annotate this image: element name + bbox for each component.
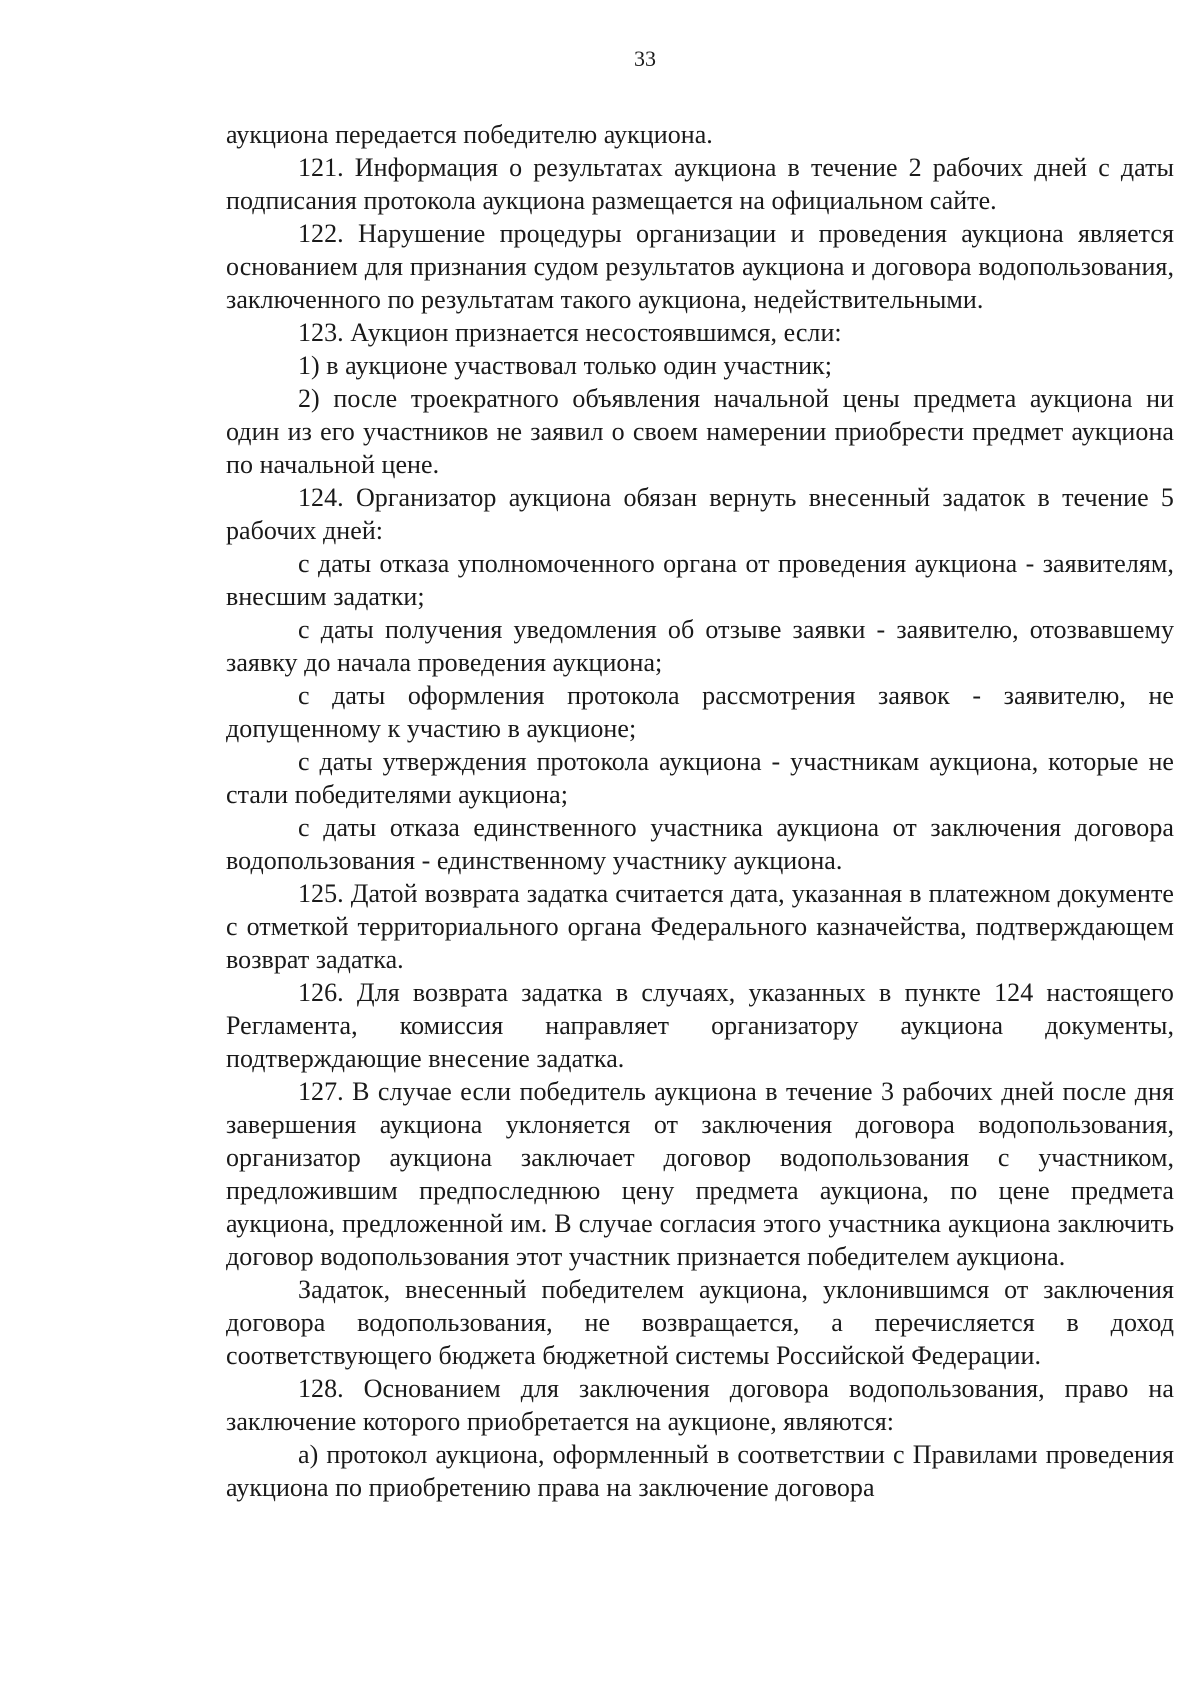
paragraph-121: 121. Информация о результатах аукциона в течение 2 рабочих дней с даты подписания протокола аукциона размещается на официальном сайте. xyxy=(226,153,1174,215)
paragraph-124: 124. Организатор аукциона обязан вернуть внесенный задаток в течение 5 рабочих дней: xyxy=(226,483,1174,545)
paragraph-124-case-4: с даты утверждения протокола аукциона - участникам аукциона, которые не стали победителями аукциона; xyxy=(226,747,1174,809)
paragraph-continuation: аукциона передается победителю аукциона. xyxy=(226,120,713,149)
paragraph-128: 128. Основанием для заключения договора водопользования, право на заключение которого приобретается на аукционе, являются: xyxy=(226,1374,1174,1436)
paragraph-126: 126. Для возврата задатка в случаях, указанных в пункте 124 настоящего Регламента, комиссия направляет организатору аукциона документы, подтверждающие внесение задатка. xyxy=(226,978,1174,1073)
paragraph-124-case-2: с даты получения уведомления об отзыве заявки - заявителю, отозвавшему заявку до начала проведения аукциона; xyxy=(226,615,1174,677)
paragraph-123: 123. Аукцион признается несостоявшимся, если: xyxy=(298,318,842,347)
paragraph-124-case-3: с даты оформления протокола рассмотрения заявок - заявителю, не допущенному к участию в аукционе; xyxy=(226,681,1174,743)
paragraph-124-case-1: с даты отказа уполномоченного органа от проведения аукциона - заявителям, внесшим задатки; xyxy=(226,549,1174,611)
page-number: 33 xyxy=(634,46,656,71)
document-body xyxy=(226,118,1174,1504)
paragraph-124-case-5: с даты отказа единственного участника аукциона от заключения договора водопользования - единственному участнику аукциона. xyxy=(226,813,1174,875)
paragraph-127-deposit: Задаток, внесенный победителем аукциона, уклонившимся от заключения договора водопользования, не возвращается, а перечисляется в доход соответствующего бюджета бюджетной системы Российской Федерации. xyxy=(226,1275,1174,1370)
paragraph-125: 125. Датой возврата задатка считается дата, указанная в платежном документе с отметкой территориального органа Федерального казначейства, подтверждающем возврат задатка. xyxy=(226,879,1174,974)
paragraph-123-item-2: 2) после троекратного объявления начальной цены предмета аукциона ни один из его участников не заявил о своем намерении приобрести предмет аукциона по начальной цене. xyxy=(226,384,1174,479)
paragraph-128-item-a: а) протокол аукциона, оформленный в соответствии с Правилами проведения аукциона по приобретению права на заключение договора xyxy=(226,1440,1174,1502)
paragraph-123-item-1: 1) в аукционе участвовал только один участник; xyxy=(298,351,832,380)
paragraph-127: 127. В случае если победитель аукциона в течение 3 рабочих дней после дня завершения аукциона уклоняется от заключения договора водопользования, организатор аукциона заключает договор водопользования с участником, предложившим предпоследнюю цену предмета аукциона, по цене предмета аукциона, предложенной им. В случае согласия этого участника аукциона заключить договор водопользования этот участник признается победителем аукциона. xyxy=(226,1077,1174,1271)
paragraph-122: 122. Нарушение процедуры организации и проведения аукциона является основанием для признания судом результатов аукциона и договора водопользования, заключенного по результатам такого аукциона, недействительными. xyxy=(226,219,1174,314)
